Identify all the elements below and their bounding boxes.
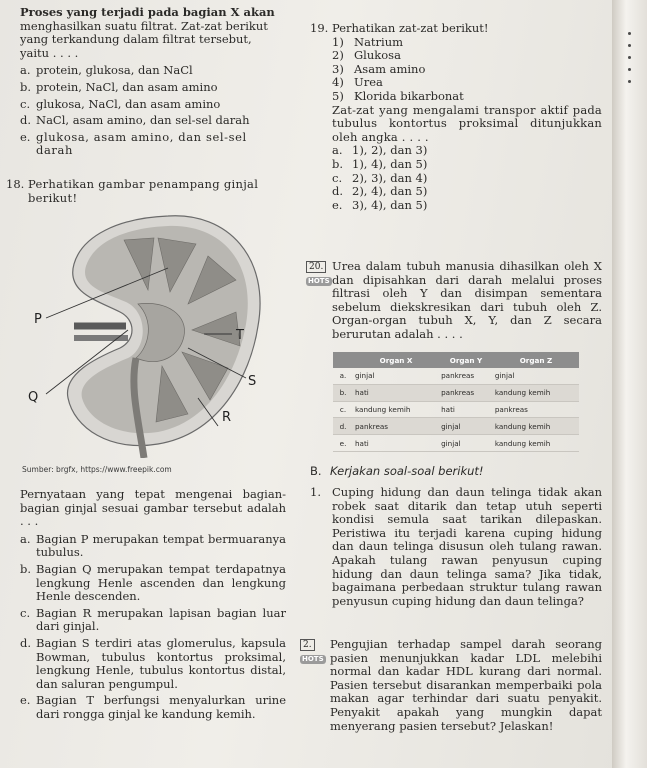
option-text: Bagian Q merupakan tempat terdapatnya lengkung Henle ascenden dan lengkung Henle descenden.: [36, 561, 286, 604]
table-row: [333, 435, 579, 452]
table-cell: pankreas: [493, 401, 579, 418]
binding-hole: [628, 56, 631, 59]
q19-option-b: [332, 158, 602, 172]
option-key: b.: [20, 561, 32, 576]
option-text: Bagian P merupakan tempat bermuaranya tubulus.: [36, 531, 286, 560]
q18-number: 18.: [6, 177, 25, 191]
essay-question-2: [300, 638, 602, 733]
q19-option-e: [332, 199, 602, 213]
option-key: d.: [20, 113, 32, 128]
kidney-cross-section-figure: [18, 208, 288, 458]
question-20: [306, 260, 602, 342]
option-key: a.: [332, 143, 343, 158]
table-header: Organ X: [353, 352, 439, 368]
option-key: e.: [332, 197, 343, 212]
hots-badge: HOTS: [302, 654, 324, 663]
option-key: c.: [332, 170, 343, 185]
binding-hole: [628, 32, 631, 35]
table-cell: c.: [333, 401, 353, 418]
option-text: glukosa, NaCl, dan asam amino: [36, 96, 221, 111]
item-text: Klorida bikarbonat: [354, 88, 464, 103]
table-cell: b.: [333, 384, 353, 401]
e2-row: [300, 638, 602, 733]
table-row: [333, 401, 579, 418]
q19-item: [332, 90, 602, 104]
table-cell: pankreas: [353, 418, 439, 435]
table-cell: a.: [333, 368, 353, 384]
item-key: 2): [332, 48, 344, 63]
item-key: 3): [332, 61, 344, 76]
q19-item: [332, 76, 602, 90]
table-row: [333, 418, 579, 435]
e1-row: [310, 486, 602, 608]
binding-hole: [628, 68, 631, 71]
q18-stem: Perhatikan gambar penampang ginjal berikut!: [28, 177, 259, 205]
option-text: NaCl, asam amino, dan sel-sel darah: [36, 113, 250, 128]
table-cell: pankreas: [439, 384, 493, 401]
table-cell: kandung kemih: [353, 401, 439, 418]
section-b-heading: [310, 465, 602, 479]
table-cell: kandung kemih: [493, 384, 579, 401]
figure-source: Sumber: brgfx, https://www.freepik.com: [22, 465, 172, 474]
item-text: Natrium: [354, 34, 404, 49]
table-cell: hati: [439, 401, 493, 418]
table-cell: ginjal: [439, 418, 493, 435]
table-cell: d.: [333, 418, 353, 435]
table-cell: e.: [333, 435, 353, 452]
option-key: d.: [20, 635, 32, 650]
label-t: T: [236, 328, 244, 343]
q18-option-b: [20, 563, 286, 604]
table-cell: hati: [353, 435, 439, 452]
organ-answer-table: [333, 352, 579, 452]
q19-item: [332, 36, 602, 50]
option-key: a.: [20, 63, 31, 78]
e2-markers: [300, 638, 330, 733]
q17-option-d: [20, 114, 288, 128]
essay-question-1: [310, 486, 602, 608]
option-key: e.: [20, 693, 31, 708]
table-cell: ginjal: [493, 368, 579, 384]
item-key: 5): [332, 88, 344, 103]
q18-question: Pernyataan yang tepat mengenai bagian-bagian ginjal sesuai gambar tersebut adalah . . .: [20, 487, 286, 529]
option-text: Bagian R merupakan lapisan bagian luar dari ginjal.: [36, 605, 286, 634]
label-p: P: [34, 312, 42, 327]
question-19: [310, 22, 602, 212]
item-key: 4): [332, 75, 344, 90]
hots-badge: HOTS: [308, 276, 330, 285]
option-text: glukosa, asam amino, dan sel-sel darah: [36, 129, 247, 158]
q19-stem: Perhatikan zat-zat berikut!: [332, 21, 489, 35]
question-18-header: [6, 178, 286, 205]
item-text: Asam amino: [354, 61, 426, 76]
section-letter: B.: [310, 464, 322, 478]
q18-option-e: [20, 694, 286, 721]
question-17: [20, 6, 288, 158]
binding-hole: [628, 80, 631, 83]
option-key: c.: [20, 605, 31, 620]
q19-stem-row: [310, 22, 602, 36]
q17-option-b: [20, 81, 288, 95]
q19-question: Zat-zat yang mengalami transpor aktif pada tubulus kontortus proksimal ditunjukkan oleh angka . . . .: [332, 102, 602, 144]
table-row: [333, 368, 579, 384]
q19-item: [332, 49, 602, 63]
q17-option-e: [20, 131, 288, 158]
q19-item: [332, 63, 602, 77]
q17-option-a: [20, 64, 288, 78]
q18-option-a: [20, 533, 286, 560]
q19-option-a: [332, 144, 602, 158]
table-header-row: [333, 352, 579, 368]
option-key: e.: [20, 129, 31, 144]
option-key: b.: [332, 156, 344, 171]
binding-hole: [628, 44, 631, 47]
table-cell: kandung kemih: [493, 435, 579, 452]
option-text: 3), 4), dan 5): [352, 197, 428, 212]
q17-stem-line: menghasilkan suatu filtrat. Zat-zat berikut: [20, 18, 268, 33]
q18-option-c: [20, 607, 286, 634]
option-text: 1), 4), dan 5): [352, 156, 428, 171]
table-cell: ginjal: [353, 368, 439, 384]
q17-stem-line: Proses yang terjadi pada bagian X akan: [20, 5, 275, 19]
e2-text: Pengujian terhadap sampel darah seorang pasien menunjukkan kadar LDL melebihi normal dan kadar HDL kurang dari normal. Pasien tersebut disarankan memperbaiki pola makan agar terhindar dari suatu penyakit. Penyakit apakah yang mungkin dapat menyerang pasien tersebut? Jelaskan!: [330, 637, 602, 733]
q20-number: 20.: [306, 261, 326, 273]
table-header: [333, 352, 353, 368]
label-q: Q: [28, 390, 39, 405]
q17-stem-line: yang terkandung dalam filtrat tersebut,: [20, 32, 252, 47]
label-r: R: [222, 410, 232, 425]
section-title: Kerjakan soal-soal berikut!: [330, 464, 484, 478]
option-key: b.: [20, 79, 32, 94]
q19-number: 19.: [310, 21, 329, 35]
e1-text: Cuping hidung dan daun telinga tidak akan robek saat ditarik dan tetap utuh seperti kondisi semula saat tarikan dilepaskan. Peristiwa itu terjadi karena cuping hidung dan daun telinga disusun oleh tulang rawan. Apakah tulang rawan penyusun cuping hidung dan daun telinga sama? Jika tidak, bagaimana perbedaan struktur tulang rawan penyusun cuping hidung dan daun telinga?: [332, 485, 602, 608]
option-key: c.: [20, 96, 31, 111]
q19-option-c: [332, 172, 602, 186]
spiral-binding: [612, 0, 647, 768]
table-header: Organ Y: [439, 352, 493, 368]
q20-stem: Urea dalam tubuh manusia dihasilkan oleh X dan dipisahkan dari darah melalui proses filtrasi oleh Y dan disimpan sementara sebelum diekskresikan dari tubuh oleh Z. Organ-organ tubuh X, Y, dan Z secara berurutan adalah . . . .: [332, 259, 602, 341]
q18-option-d: [20, 637, 286, 691]
option-text: 2), 4), dan 5): [352, 184, 428, 199]
option-text: Bagian S terdiri atas glomerulus, kapsula Bowman, tubulus kontortus proksimal, lengkung Henle, tubulus kontortus distal, dan saluran pengumpul.: [36, 635, 286, 691]
table-cell: pankreas: [439, 368, 493, 384]
item-text: Urea: [354, 75, 383, 90]
table-cell: ginjal: [439, 435, 493, 452]
q20-row: [306, 260, 602, 342]
q19-option-d: [332, 185, 602, 199]
table-cell: kandung kemih: [493, 418, 579, 435]
q17-stem-line: yaitu . . . .: [20, 45, 79, 60]
q20-markers: [306, 260, 332, 342]
option-text: protein, glukosa, dan NaCl: [36, 63, 193, 78]
e1-number: 1.: [310, 485, 321, 499]
q17-option-c: [20, 98, 288, 112]
label-s: S: [248, 374, 257, 389]
option-key: a.: [20, 531, 31, 546]
e2-number: 2.: [300, 639, 315, 651]
option-text: Bagian T berfungsi menyalurkan urine dari rongga ginjal ke kandung kemih.: [36, 693, 286, 721]
table-row: [333, 384, 579, 401]
q19-items: [310, 36, 602, 213]
table-cell: hati: [353, 384, 439, 401]
item-text: Glukosa: [354, 48, 401, 63]
q18-stem-row: [6, 178, 286, 205]
question-18-body: [20, 488, 286, 722]
option-text: protein, NaCl, dan asam amino: [36, 79, 218, 94]
option-key: d.: [332, 184, 344, 199]
table-header: Organ Z: [493, 352, 579, 368]
option-text: 2), 3), dan 4): [352, 170, 428, 185]
option-text: 1), 2), dan 3): [352, 143, 428, 158]
item-key: 1): [332, 34, 344, 49]
